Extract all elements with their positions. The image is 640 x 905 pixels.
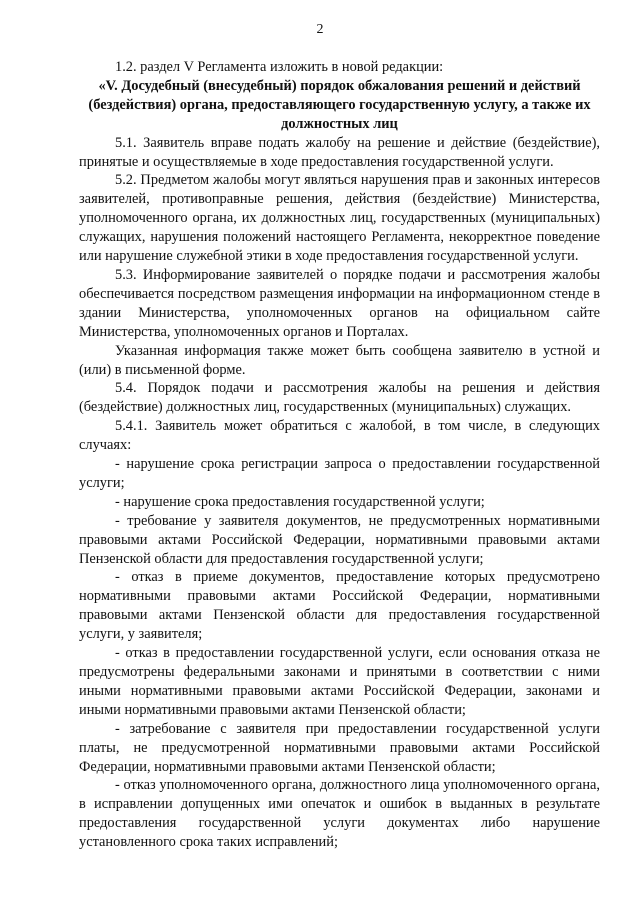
paragraph-5-2: 5.2. Предметом жалобы могут являться нарушения прав и законных интересов заявителей, противоправные решения, действия (бездействие) Министерства, уполномоченного органа, их должностных лиц, государственных (муниципальных) служащих, нарушения положений настоящего Регламента, некорректное поведение или нарушение служебной этики в ходе предоставления государственной услуги. bbox=[79, 172, 600, 265]
list-item-fee-demand: - затребование с заявителя при предоставлении государственной услуги платы, не предусмотренной нормативными правовыми актами Российской Федерации, нормативными правовыми актами Пензенской области; bbox=[79, 720, 600, 775]
list-item-correction-refusal: - отказ уполномоченного органа, должностного лица уполномоченного органа, в исправлении допущенных ими опечаток и ошибок в выданных в результате предоставления государственной услуги документах либо нарушение установленного срока таких исправлений; bbox=[79, 777, 600, 851]
list-item-service-refusal: - отказ в предоставлении государственной услуги, если основания отказа не предусмотрены федеральными законами и принятыми в соответствии с ними иными нормативными правовыми актами Российской Федерации, законами и иными нормативными правовыми актами Пензенской области; bbox=[79, 645, 600, 718]
paragraph-5-3: 5.3. Информирование заявителей о порядке подачи и рассмотрения жалобы обеспечивается посредством размещения информации на информационном стенде в здании Министерства, уполномоченных органов на официальном сайте Министерства, уполномоченных органов и Порталах. bbox=[79, 266, 600, 340]
list-item-document-refusal: - отказ в приеме документов, предоставление которых предусмотрено нормативными правовыми актами Российской Федерации, нормативными правовыми актами Пензенской области для предоставления государственной услуги, у заявителя; bbox=[79, 569, 600, 643]
page-number: 2 bbox=[316, 22, 324, 37]
document-body bbox=[79, 58, 600, 852]
section-heading: «V. Досудебный (внесудебный) порядок обжалования решений и действий (бездействия) органа, предоставляющего государственную услугу, а также их должностных лиц bbox=[88, 77, 591, 132]
list-item-service-delay: - нарушение срока предоставления государственной услуги; bbox=[115, 493, 485, 510]
list-item-registration-delay: - нарушение срока регистрации запроса о предоставлении государственной услуги; bbox=[79, 456, 600, 491]
list-item-extra-documents: - требование у заявителя документов, не предусмотренных нормативными правовыми актами Российской Федерации, нормативными правовыми актами Пензенской области для предоставления государственной услуги; bbox=[79, 512, 600, 567]
paragraph-info: Указанная информация также может быть сообщена заявителю в устной и (или) в письменной форме. bbox=[79, 342, 600, 378]
intro-paragraph: 1.2. раздел V Регламента изложить в новой редакции: bbox=[115, 59, 444, 75]
paragraph-5-1: 5.1. Заявитель вправе подать жалобу на решение и действие (бездействие), принятые и осуществляемые в ходе предоставления государственной услуги. bbox=[79, 134, 600, 170]
paragraph-5-4: 5.4. Порядок подачи и рассмотрения жалобы на решения и действия (бездействие) должностных лиц, государственных (муниципальных) служащих. bbox=[79, 380, 600, 416]
paragraph-5-4-1: 5.4.1. Заявитель может обратиться с жалобой, в том числе, в следующих случаях: bbox=[79, 418, 600, 454]
